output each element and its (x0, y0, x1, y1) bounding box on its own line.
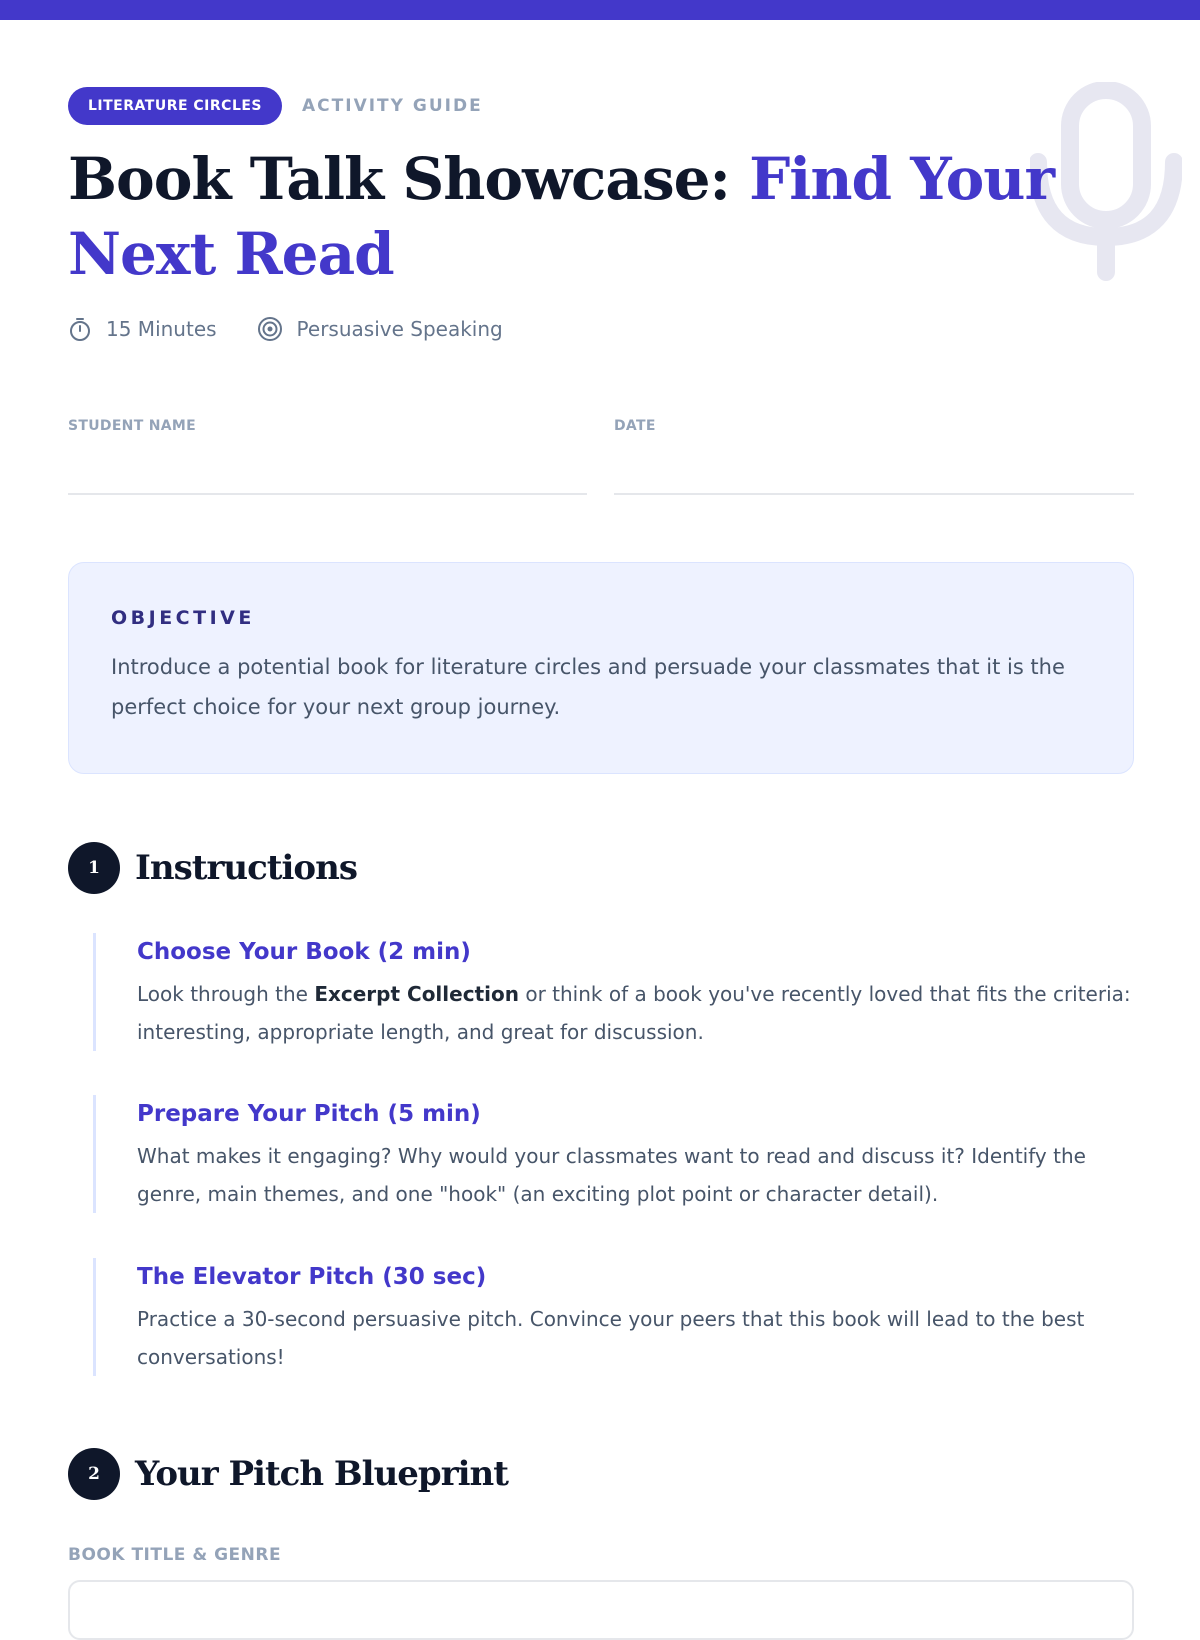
top-accent-bar (0, 0, 1200, 20)
category-pill: LITERATURE CIRCLES (68, 87, 282, 125)
section-blueprint (68, 1448, 508, 1500)
instruction-step (93, 1258, 1133, 1376)
step-title: The Elevator Pitch (30 sec) (137, 1264, 487, 1290)
step-title: Choose Your Book (2 min) (137, 939, 471, 965)
meta-row (68, 316, 543, 342)
book-title-genre-field[interactable] (68, 1580, 1134, 1640)
student-name-field[interactable] (68, 493, 587, 495)
student-name-label: STUDENT NAME (68, 418, 196, 434)
instruction-step (93, 933, 1133, 1051)
step-text: What makes it engaging? Why would your classmates want to read and discuss it? Identify the genre, main themes, and one "hook" (an exciting plot point or character detail). (137, 1144, 1086, 1206)
date-label: DATE (614, 418, 656, 434)
date-field[interactable] (614, 493, 1134, 495)
step-text: Practice a 30-second persuasive pitch. Convince your peers that this book will lead to the best conversations! (137, 1307, 1085, 1369)
duration-text: 15 Minutes (106, 317, 217, 341)
page-title (68, 142, 1128, 292)
duration-meta (68, 316, 217, 342)
step-text (137, 975, 1133, 1051)
instruction-step (93, 1095, 1133, 1213)
section-number-badge: 2 (68, 1448, 120, 1500)
step-text-part: Look through the (137, 982, 315, 1006)
step-title: Prepare Your Pitch (5 min) (137, 1101, 481, 1127)
guide-kicker: ACTIVITY GUIDE (302, 96, 483, 116)
section-instructions (68, 842, 357, 894)
section-title: Your Pitch Blueprint (135, 1454, 508, 1494)
title-main: Book Talk Showcase: (68, 145, 750, 213)
focus-text: Persuasive Speaking (296, 317, 503, 341)
header-tags (68, 87, 483, 125)
section-number-badge: 1 (68, 842, 120, 894)
title-accent: Find Your Next Read (68, 145, 1055, 288)
stopwatch-icon (68, 316, 92, 342)
objective-box (68, 562, 1134, 774)
section-title: Instructions (135, 848, 357, 888)
book-title-genre-label: BOOK TITLE & GENRE (68, 1545, 282, 1565)
step-text-bold: Excerpt Collection (314, 982, 519, 1006)
objective-text: Introduce a potential book for literature circles and persuade your classmates that it is the perfect choice for your next group journey. (111, 655, 1065, 719)
target-icon (257, 316, 283, 342)
step-text-part: or think of a book you've recently loved that fits the criteria: interesting, appropriate length, and great for discussion. (137, 982, 1131, 1044)
focus-meta (257, 316, 503, 342)
objective-title: OBJECTIVE (111, 607, 255, 629)
